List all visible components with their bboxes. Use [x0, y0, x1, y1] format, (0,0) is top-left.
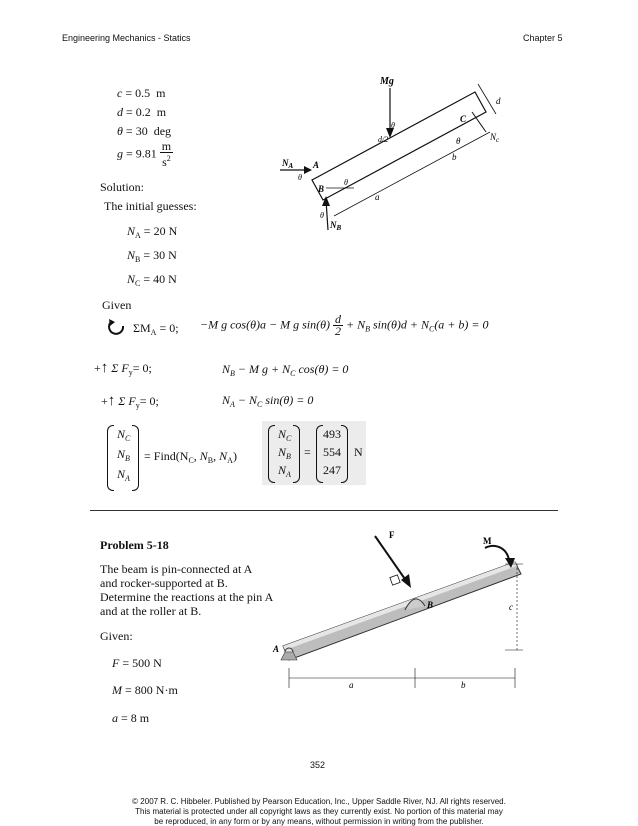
up-arrow-icon: ↑	[100, 360, 109, 376]
eq-fy2-right: $N_A - N_C$ sin(θ) = 0	[222, 393, 314, 409]
given-label: Given	[102, 298, 132, 312]
header-chapter: Chapter 5	[523, 33, 563, 43]
svg-text:d/2: d/2	[378, 135, 389, 144]
eq-fy2-left: +↑ Σ $F_y= 0$;	[101, 393, 159, 410]
given-f: F = 500 N	[112, 656, 162, 670]
svg-text:NA: $N_A$	[282, 158, 294, 170]
up-arrow-icon: ↑	[107, 393, 116, 409]
header-title: Engineering Mechanics - Statics	[62, 33, 191, 43]
svg-text:b: b	[452, 152, 457, 162]
svg-text:θ: θ	[298, 173, 302, 182]
result-unit: N	[354, 445, 363, 459]
problem-figure	[265, 528, 535, 698]
result-nb: 554	[323, 445, 341, 459]
find-vector: $N_C$ $N_B$ $N_A$	[107, 425, 139, 489]
find-function: = $Find(N_C$, $N_B$, $N_A$)	[144, 449, 237, 465]
problem-statement: The beam is pin-connected at A and rocker-supported at B. Determine the reactions at the pin A and at the roller at B.	[100, 562, 274, 618]
section-divider	[90, 510, 558, 511]
eq-moment-left: $\Sigma M_A = 0$;	[133, 321, 179, 337]
initial-guesses-label: The initial guesses:	[104, 199, 197, 213]
svg-text:F: F	[389, 530, 395, 540]
result-box: $N_C$ $N_B$ $N_A$ = 493 554 247 N	[262, 421, 366, 485]
problem-given-label: Given:	[100, 629, 133, 643]
page-number: 352	[310, 760, 326, 770]
svg-text:a: a	[349, 680, 354, 690]
guess-nc: $N_C = 40$ N	[127, 272, 177, 288]
svg-text:θ: θ	[456, 136, 461, 146]
problem-title: Problem 5-18	[100, 538, 169, 552]
given-theta: θ = 30 deg	[117, 124, 172, 138]
given-a: a = 8 m	[112, 711, 150, 725]
eq-moment-right: −M g cos(θ)a − M g sin(θ) $\frac{d}{2}$ + $N_B$ $\sin(\theta)d + N_C(a + b) = 0$	[200, 312, 489, 338]
guess-nb: $N_B = 30$ N	[127, 248, 177, 264]
footer-line-3: be reproduced, in any form or by any means, without permission in writing from the publisher.	[154, 817, 484, 826]
svg-text:M: M	[483, 536, 492, 546]
svg-text:C: C	[460, 114, 467, 124]
svg-text:B: B	[427, 600, 434, 610]
svg-text:θ: θ	[344, 178, 348, 187]
svg-text:A: A	[273, 644, 280, 654]
svg-text:d: d	[496, 96, 501, 106]
result-na: 247	[323, 463, 341, 477]
svg-text:θ: θ	[391, 121, 395, 130]
eq-fy1-left: +↑ Σ $F_y= 0$;	[94, 360, 152, 377]
svg-text:Nc: $N_c$	[490, 132, 500, 144]
guess-na: $N_A = 20$ N	[127, 224, 178, 240]
footer-line-2: This material is protected under all copyright laws as they currently exist. No portion of this material may	[135, 807, 503, 816]
svg-text:θ: θ	[320, 211, 324, 220]
free-body-diagram-1	[270, 70, 530, 240]
svg-text:c: c	[509, 602, 513, 612]
svg-text:NB: $N_B$	[330, 220, 342, 232]
svg-text:a: a	[375, 192, 380, 202]
solution-label: Solution:	[100, 180, 145, 194]
svg-text:B: B	[318, 184, 325, 194]
given-d: d = 0.2 m	[117, 105, 167, 119]
footer-line-1: © 2007 R. C. Hibbeler. Published by Pearson Education, Inc., Upper Saddle River, NJ. All rights reserved.	[132, 797, 506, 806]
result-nc: 493	[323, 427, 341, 441]
eq-fy1-right: $N_B - M$ $g + N_C$ cos(θ) = 0	[222, 362, 349, 378]
given-c: c = 0.5 m	[117, 86, 166, 100]
given-g: g = 9.81 $\frac{m}{s^2}$	[117, 139, 172, 169]
svg-text:Mg: Mg	[380, 76, 394, 87]
svg-text:A: A	[313, 160, 320, 170]
svg-text:b: b	[461, 680, 466, 690]
given-m: M = 800 N·m	[112, 683, 178, 697]
moment-arrow-icon	[107, 318, 127, 336]
